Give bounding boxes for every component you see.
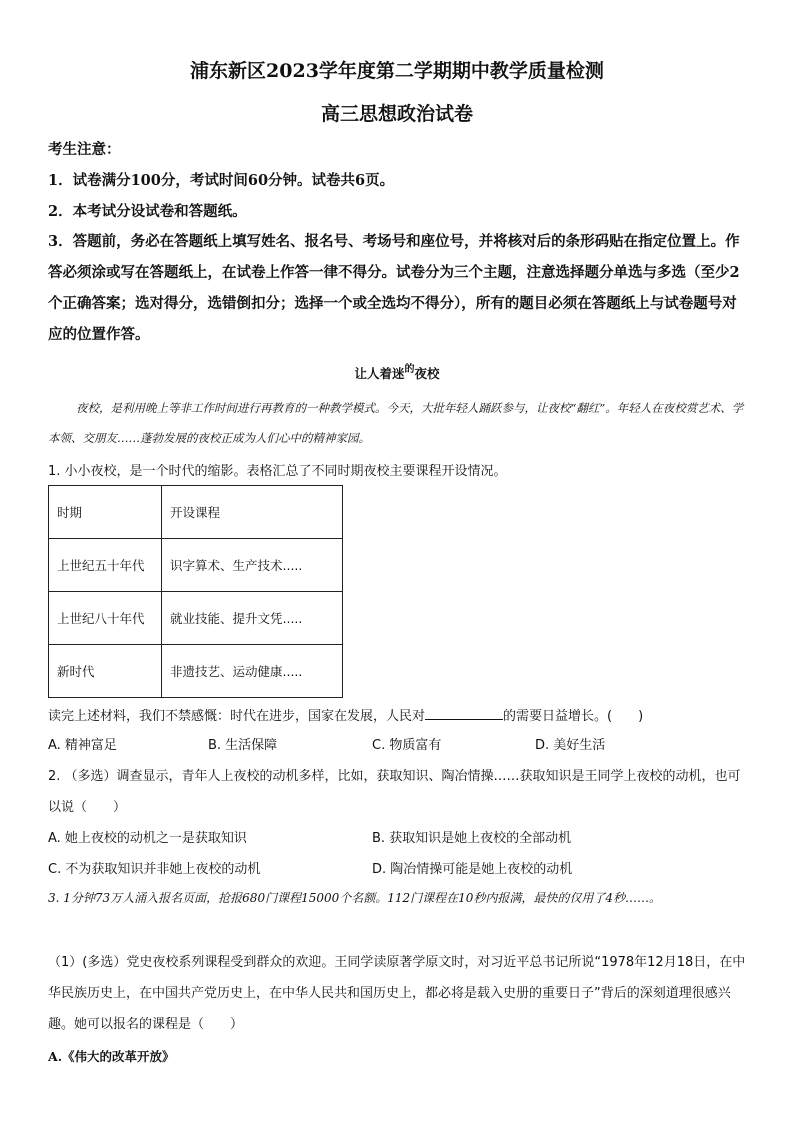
notice-item-3: 3．答题前，务必在答题纸上填写姓名、报名号、考场号和座位号，并将核对后的条形码贴在指定位置上。作答必须涂或写在答题纸上，在试卷上作答一律不得分。试卷分为三个主题，注意选择题分单选与多选（至少2个正确答案；选对得分，选错倒扣分；选择一个或全选均不得分），所有的题目必须在答题纸上与试卷题号对应的位置作答。 xyxy=(48,233,740,343)
q3-option-a: A.《伟大的改革开放》 xyxy=(48,1049,175,1064)
q2-option-d: D. 陶冶情操可能是她上夜校的动机 xyxy=(372,862,573,877)
section-title-pre: 让人着迷 xyxy=(354,366,405,381)
table-header-courses: 开设课程 xyxy=(162,486,343,539)
table-cell: 就业技能、提升文凭..... xyxy=(162,592,343,645)
section-title-sup: 的 xyxy=(404,364,415,375)
table-header-row xyxy=(49,486,343,539)
question-1-text: 1. 小小夜校，是一个时代的缩影。表格汇总了不同时期夜校主要课程开设情况。 xyxy=(48,464,507,479)
table-row xyxy=(49,645,343,698)
section-intro: 夜校，是利用晚上等非工作时间进行再教育的一种教学模式。今天，大批年轻人踊跃参与，让夜校“翻红”。年轻人在夜校赏艺术、学本领、交朋友……蓬勃发展的夜校正成为人们心中的精神家园。 xyxy=(48,401,744,445)
table-cell: 上世纪五十年代 xyxy=(49,539,162,592)
question-3-intro: 3. 1分钟73万人涌入报名页面，抢报680门课程15000个名额。112门课程在10秒内报满，最快的仅用了4秒……。 xyxy=(48,891,662,905)
notice-item-2: 2．本考试分设试卷和答题纸。 xyxy=(48,203,247,220)
section-title xyxy=(0,360,794,382)
answer-blank xyxy=(425,705,503,720)
q1-option-d: D. 美好生活 xyxy=(535,738,606,753)
table-header-period: 时期 xyxy=(49,486,162,539)
section-title-post: 夜校 xyxy=(414,366,440,381)
notice-item-1: 1．试卷满分100分，考试时间60分钟。试卷共6页。 xyxy=(48,172,395,189)
q2-option-b: B. 获取知识是她上夜校的全部动机 xyxy=(372,831,572,846)
question-1-stem xyxy=(48,701,748,732)
table-cell: 非遗技艺、运动健康..... xyxy=(162,645,343,698)
q2-option-c: C. 不为获取知识并非她上夜校的动机 xyxy=(48,862,261,877)
question-3-part-1: （1）(多选）党史夜校系列课程受到群众的欢迎。王同学读原著学原文时，对习近平总书记所说“1978年12月18日，在中华民族历史上，在中国共产党历史上，在中华人民共和国历史上，都必将是载入史册的重要日子”背后的深刻道理很感兴趣。她可以报名的课程是（ ） xyxy=(48,955,746,1032)
table-cell: 新时代 xyxy=(49,645,162,698)
table-cell: 识字算术、生产技术..... xyxy=(162,539,343,592)
q2-option-a: A. 她上夜校的动机之一是获取知识 xyxy=(48,831,247,846)
exam-subtitle: 高三思想政治试卷 xyxy=(320,103,473,125)
q1-option-c: C. 物质富有 xyxy=(372,738,442,753)
question-2-text: 2. （多选）调查显示，青年人上夜校的动机多样，比如，获取知识、陶冶情操……获取知识是王同学上夜校的动机，也可以说（ ） xyxy=(48,769,741,815)
question-1-stem-pre: 读完上述材料，我们不禁感慨：时代在进步，国家在发展，人民对 xyxy=(48,709,426,724)
table-row xyxy=(49,592,343,645)
notice-heading: 考生注意： xyxy=(48,141,121,158)
q1-option-a: A. 精神富足 xyxy=(48,738,117,753)
table-row xyxy=(49,539,343,592)
exam-title: 浦东新区2023学年度第二学期期中教学质量检测 xyxy=(190,60,604,82)
table-cell: 上世纪八十年代 xyxy=(49,592,162,645)
q1-option-b: B. 生活保障 xyxy=(208,738,278,753)
course-table xyxy=(48,485,343,698)
question-1-stem-post: 的需要日益增长。( ) xyxy=(503,709,644,724)
